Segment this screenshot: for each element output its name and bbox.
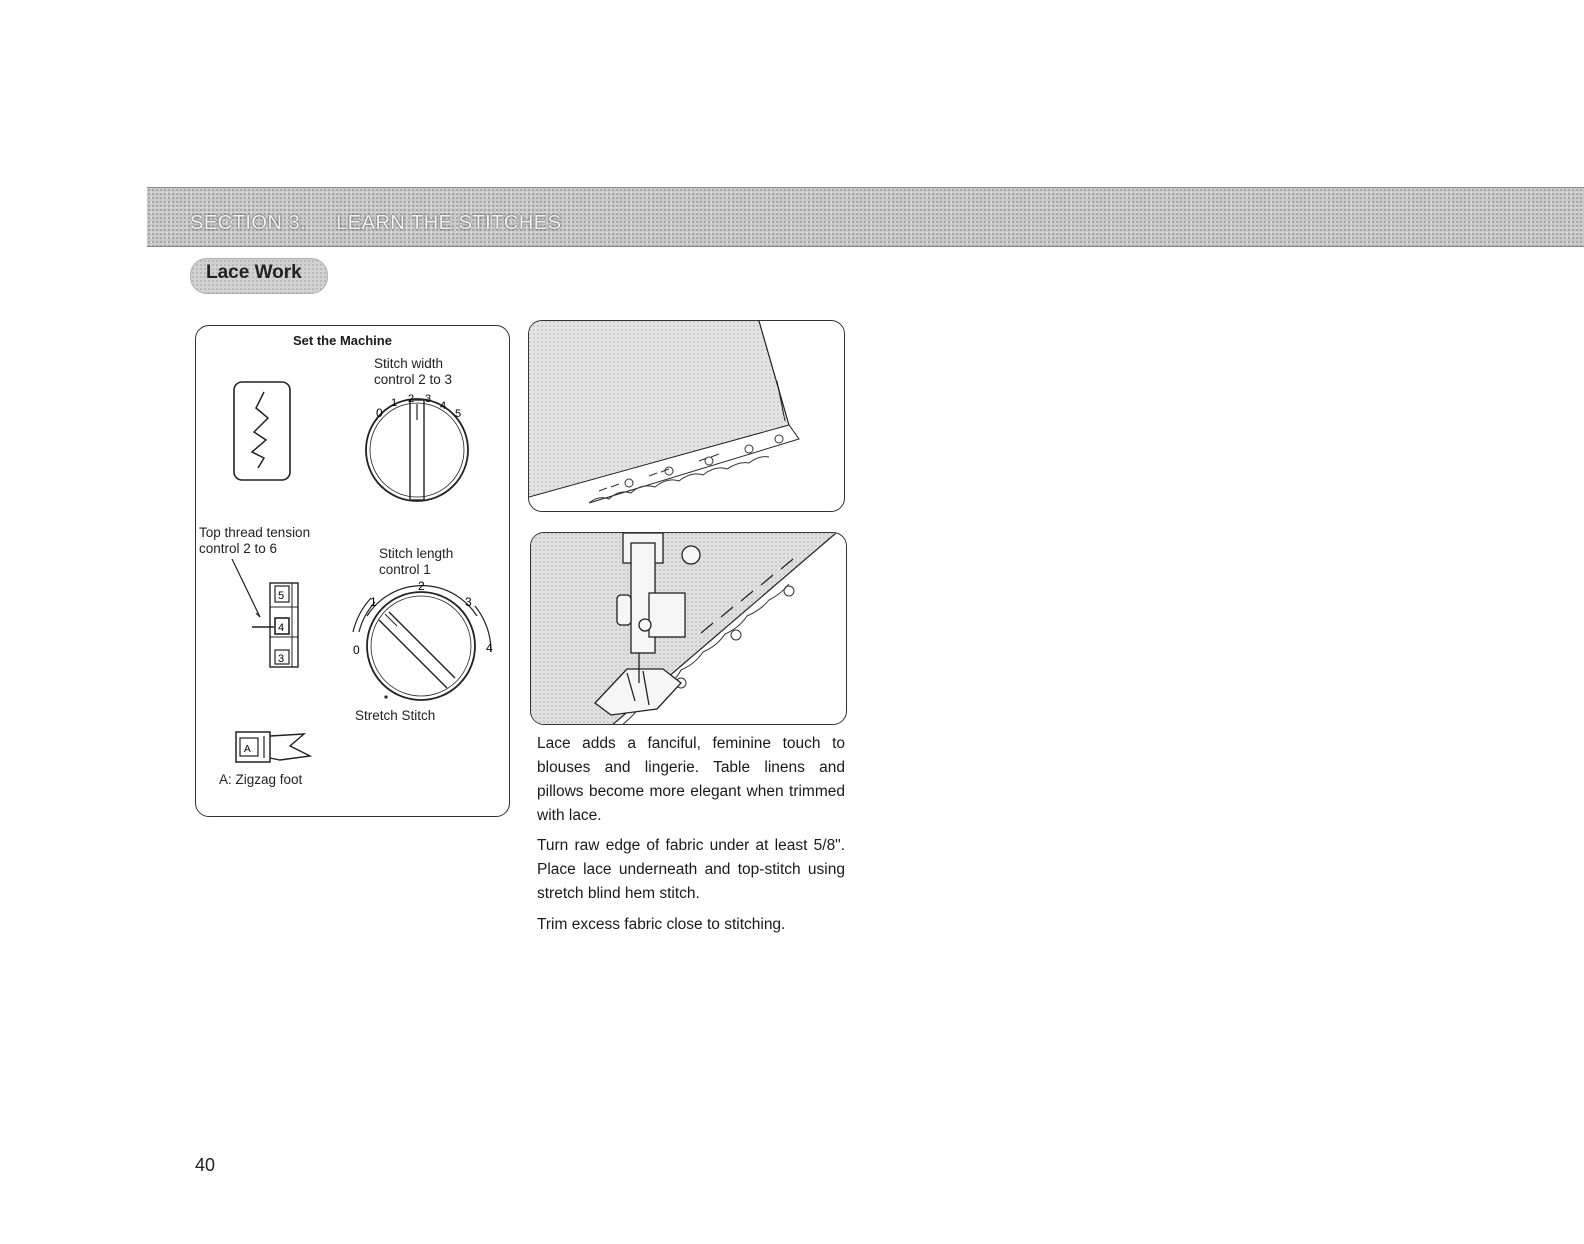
lace-fabric-drawing — [529, 321, 845, 512]
length-tick-2: 2 — [418, 579, 425, 593]
tension-label-1: Top thread tension — [199, 525, 311, 540]
length-tick-3: 3 — [465, 595, 472, 609]
section-header-text — [190, 212, 561, 235]
stitch-length-dial — [345, 576, 500, 711]
paragraph-instructions: Turn raw edge of fabric under at least 5/8". Place lace underneath and top-stitch using stretch blind hem stitch. — [537, 837, 845, 902]
length-tick-0: 0 — [353, 643, 360, 657]
stitch-width-label-1: Stitch width — [374, 356, 444, 371]
tension-tick-5: 5 — [278, 590, 285, 602]
stitch-length-label-2: control 1 — [379, 562, 431, 577]
width-tick-0: 0 — [376, 406, 383, 420]
presser-foot-illustration — [530, 532, 847, 725]
zigzag-foot-icon — [234, 730, 316, 766]
presser-foot-drawing — [531, 533, 847, 725]
width-tick-2: 2 — [408, 393, 415, 405]
width-tick-5: 5 — [455, 408, 462, 420]
tension-tick-4: 4 — [278, 622, 285, 634]
stitch-width-dial — [360, 390, 480, 518]
width-tick-4: 4 — [440, 400, 447, 412]
foot-letter: A — [244, 744, 251, 755]
tension-control-icon — [226, 555, 316, 675]
width-tick-3: 3 — [425, 393, 432, 405]
length-tick-4: 4 — [486, 641, 493, 655]
stretch-stitch-label: Stretch Stitch — [355, 708, 436, 723]
width-tick-1: 1 — [391, 397, 398, 409]
topic-title: Lace Work — [206, 262, 302, 283]
paragraph-intro: Lace adds a fanciful, feminine touch to blouses and lingerie. Table linens and pillows become more elegant when trimmed with lace. — [537, 735, 845, 824]
lace-fabric-illustration — [528, 320, 845, 512]
stitch-width-label-2: control 2 to 3 — [374, 372, 453, 387]
paragraph-trim: Trim excess fabric close to stitching. — [537, 916, 786, 933]
stitch-pattern-icon — [230, 378, 294, 484]
stitch-length-label-1: Stitch length — [379, 546, 454, 561]
page-number: 40 — [195, 1155, 216, 1175]
settings-heading: Set the Machine — [293, 333, 392, 348]
foot-label: A: Zigzag foot — [219, 772, 303, 787]
section-title: LEARN THE STITCHES — [336, 212, 562, 234]
section-number: SECTION 3. — [190, 212, 307, 234]
tension-label-2: control 2 to 6 — [199, 541, 278, 556]
length-tick-1: 1 — [370, 595, 377, 609]
tension-tick-3: 3 — [278, 653, 285, 665]
